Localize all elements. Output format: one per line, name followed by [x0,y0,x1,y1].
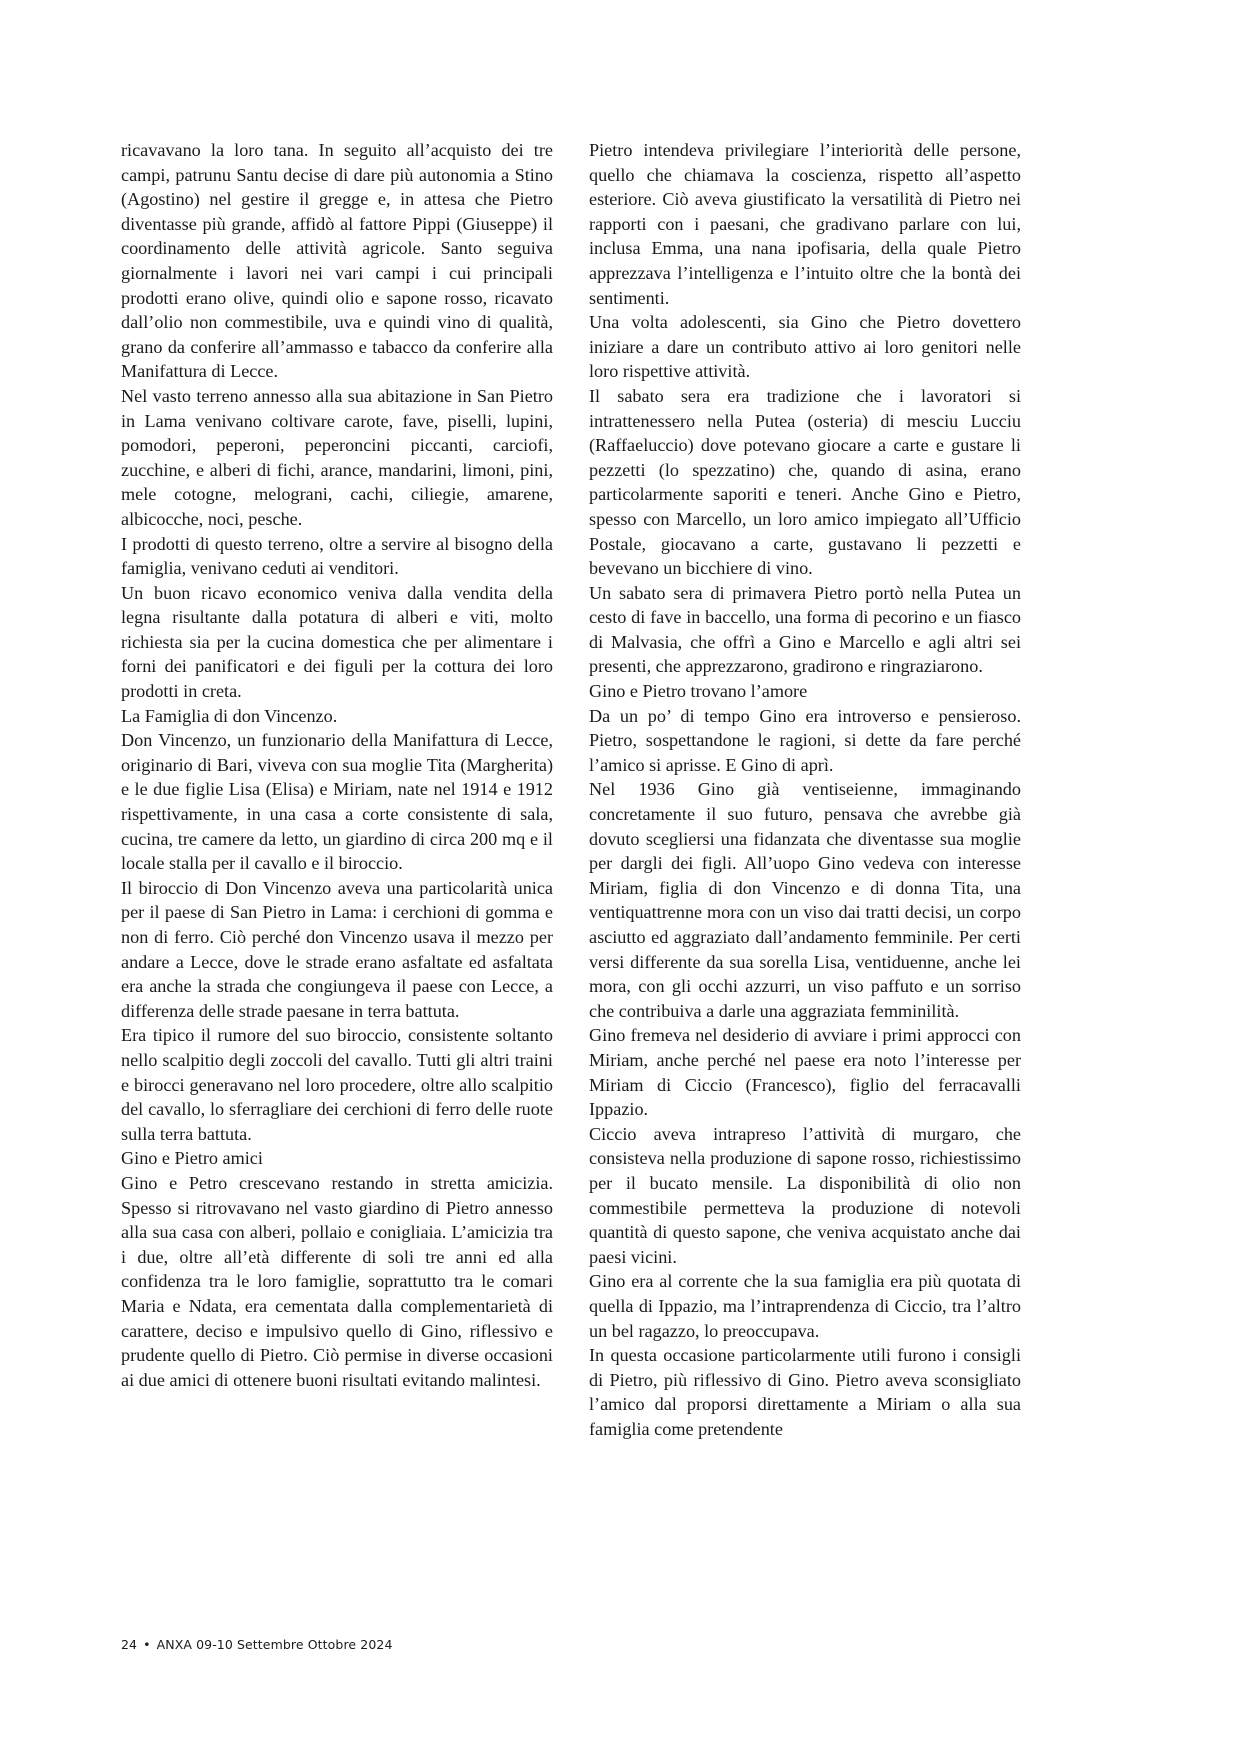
paragraph: Pietro intendeva privilegiare l’interiorità delle persone, quello che chiamava la coscienza, rispetto all’aspetto esteriore. Ciò aveva giustificato la versatilità di Pietro nei rapporti con i paesani, che gradivano parlare con lui, inclusa Emma, una nana ipofisaria, della quale Pietro apprezzava l’intelligenza e l’intuito oltre che la bontà dei sentimenti. [589,140,1021,308]
page-footer [121,1637,393,1652]
paragraph: Un buon ricavo economico veniva dalla vendita della legna risultante dalla potatura di alberi e viti, molto richiesta sia per la cucina domestica che per alimentare i forni dei panificatori e dei figuli per la cottura dei loro prodotti in creta. [121,582,553,702]
page-number: 24 [121,1637,138,1652]
paragraph: Gino fremeva nel desiderio di avviare i primi approcci con Miriam, anche perché nel paese era noto l’interesse per Miriam di Ciccio (Francesco), figlio del ferracavalli Ippazio. [589,1025,1021,1120]
section-heading: La Famiglia di don Vincenzo. [121,705,338,726]
paragraph: Nel 1936 Gino già ventiseienne, immaginando concretamente il suo futuro, pensava che avrebbe già dovuto scegliersi una fidanzata che diventasse sua moglie per dargli dei figli. All’uopo Gino vedeva con interesse Miriam, figlia di don Vincenzo e di donna Tita, una ventiquattrenne mora con un viso dai tratti decisi, un corpo asciutto ed aggraziato dall’andamento femminile. Per certi versi differente da sua sorella Lisa, ventiduenne, anche lei mora, con gli occhi azzurri, un viso paffuto e un sorriso che contribuiva a darle una aggraziata femminilità. [589,779,1021,1021]
section-heading: Gino e Pietro amici [121,1148,263,1169]
left-text-column [121,138,553,1392]
paragraph: I prodotti di questo terreno, oltre a servire al bisogno della famiglia, venivano ceduti ai venditori. [121,533,553,579]
paragraph: Il sabato sera era tradizione che i lavoratori si intrattenessero nella Putea (osteria) di mesciu Lucciu (Raffaeluccio) dove potevano giocare a carte e gustare li pezzetti (lo spezzatino) che, quando di asina, erano particolarmente saporiti e teneri. Anche Gino e Pietro, spesso con Marcello, un loro amico impiegato all’Ufficio Postale, giocavano a carte, gustavano li pezzetti e bevevano un bicchiere di vino. [589,385,1021,579]
paragraph: Don Vincenzo, un funzionario della Manifattura di Lecce, originario di Bari, viveva con sua moglie Tita (Margherita) e le due figlie Lisa (Elisa) e Miriam, nate nel 1914 e 1912 rispettivamente, in una casa a corte consistente di sala, cucina, tre camere da letto, un giardino di circa 200 mq e il locale stalla per il cavallo e il biroccio. [121,730,553,874]
right-text-column [589,138,1021,1441]
paragraph: Il biroccio di Don Vincenzo aveva una particolarità unica per il paese di San Pietro in Lama: i cerchioni di gomma e non di ferro. Ciò perché don Vincenzo usava il mezzo per andare a Lecce, dove le strade erano asfaltate ed asfaltata era anche la strada che congiungeva il paese con Lecce, a differenza delle strade paesane in terra battuta. [121,877,553,1021]
paragraph: Era tipico il rumore del suo biroccio, consistente soltanto nello scalpitio degli zoccoli del cavallo. Tutti gli altri traini e birocci generavano nel loro procedere, oltre allo scalpitio del cavallo, lo sferragliare dei cerchioni di ferro delle ruote sulla terra battuta. [121,1025,553,1144]
section-heading: Gino e Pietro trovano l’amore [589,681,808,702]
footer-separator: • [143,1637,151,1652]
paragraph: Una volta adolescenti, sia Gino che Pietro dovettero iniziare a dare un contributo attivo ai loro genitori nelle loro rispettive attività. [589,312,1021,382]
publication-info: ANXA 09-10 Settembre Ottobre 2024 [156,1637,393,1652]
paragraph: Ciccio aveva intrapreso l’attività di murgaro, che consisteva nella produzione di sapone rosso, richiestissimo per il bucato mensile. La disponibilità di olio non commestibile permetteva la produzione di notevoli quantità di questo sapone, che veniva acquistato anche dai paesi vicini. [589,1123,1021,1267]
paragraph: Nel vasto terreno annesso alla sua abitazione in San Pietro in Lama venivano coltivare carote, fave, piselli, lupini, pomodori, peperoni, peperoncini piccanti, carciofi, zucchine, e alberi di fichi, arance, mandarini, limoni, pini, mele cotogne, melograni, cachi, ciliegie, amarene, albicocche, noci, pesche. [121,385,553,529]
paragraph: Gino era al corrente che la sua famiglia era più quotata di quella di Ippazio, ma l’intraprendenza di Ciccio, tra l’altro un bel ragazzo, lo preoccupava. [589,1271,1021,1341]
paragraph: ricavavano la loro tana. In seguito all’acquisto dei tre campi, patrunu Santu decise di dare più autonomia a Stino (Agostino) nel gestire il gregge e, in attesa che Pietro diventasse più grande, affidò al fattore Pippi (Giuseppe) il coordinamento delle attività agricole. Santo seguiva giornalmente i lavori nei vari campi i cui principali prodotti erano olive, quindi olio e sapone rosso, ricavato dall’olio non commestibile, uva e quindi vino di qualità, grano da conferire all’ammasso e tabacco da conferire alla Manifattura di Lecce. [121,140,553,382]
paragraph: Un sabato sera di primavera Pietro portò nella Putea un cesto di fave in baccello, una forma di pecorino e un fiasco di Malvasia, che offrì a Gino e Marcello e agli altri sei presenti, che apprezzarono, gradirono e ringraziarono. [589,582,1021,677]
paragraph: In questa occasione particolarmente utili furono i consigli di Pietro, più riflessivo di Gino. Pietro aveva sconsigliato l’amico dal proporsi direttamente a Miriam o alla sua famiglia come pretendente [589,1345,1021,1439]
paragraph: Gino e Petro crescevano restando in stretta amicizia. Spesso si ritrovavano nel vasto giardino di Pietro annesso alla sua casa con alberi, pollaio e conigliaia. L’amicizia tra i due, oltre all’età differente di soli tre anni ed alla confidenza tra le loro famiglie, soprattutto tra le comari Maria e Ndata, era cementata dalla complementarietà di carattere, deciso e impulsivo quello di Gino, riflessivo e prudente quello di Pietro. Ciò permise in diverse occasioni ai due amici di ottenere buoni risultati evitando malintesi. [121,1172,553,1390]
paragraph: Da un po’ di tempo Gino era introverso e pensieroso. Pietro, sospettandone le ragioni, si dette da fare perché l’amico si aprisse. E Gino di aprì. [589,705,1021,775]
